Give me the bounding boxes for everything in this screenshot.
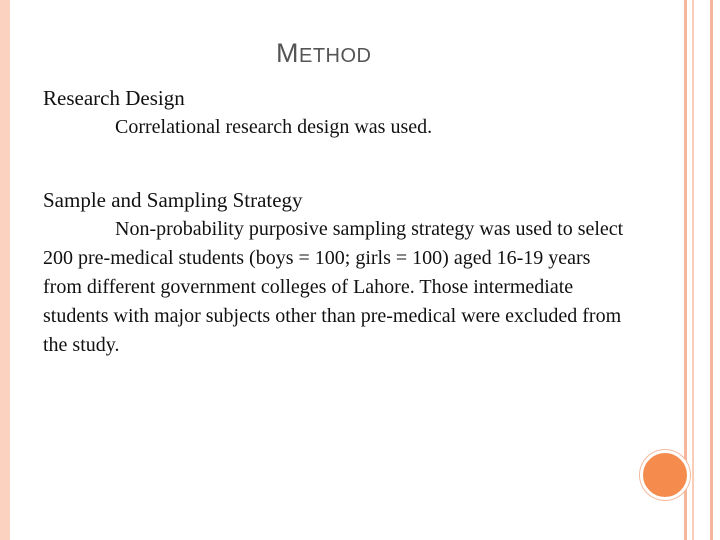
section-heading-research-design: Research Design (43, 86, 185, 110)
section-heading-sampling: Sample and Sampling Strategy (43, 188, 303, 212)
orange-circle-decoration (640, 450, 690, 500)
slide-title (276, 38, 372, 69)
right-border-line (710, 0, 713, 540)
section-text-sampling: Non-probability purposive sampling strategy was used to select 200 pre-medical students (boys = 100; girls = 100) aged 16-19 years from different government colleges of Lahore. Those intermediate students with major subjects other than pre-medical were excluded from the study. (43, 218, 624, 356)
right-decorative-frame (680, 0, 720, 540)
slide-title-rest: ETHOD (299, 45, 372, 67)
section-text-research-design: Correlational research design was used. (115, 116, 433, 138)
left-decorative-bar (0, 0, 10, 540)
right-border-line (692, 0, 694, 540)
spacer (43, 142, 633, 186)
slide-body (43, 84, 633, 360)
slide-title-first-letter: M (276, 38, 299, 68)
